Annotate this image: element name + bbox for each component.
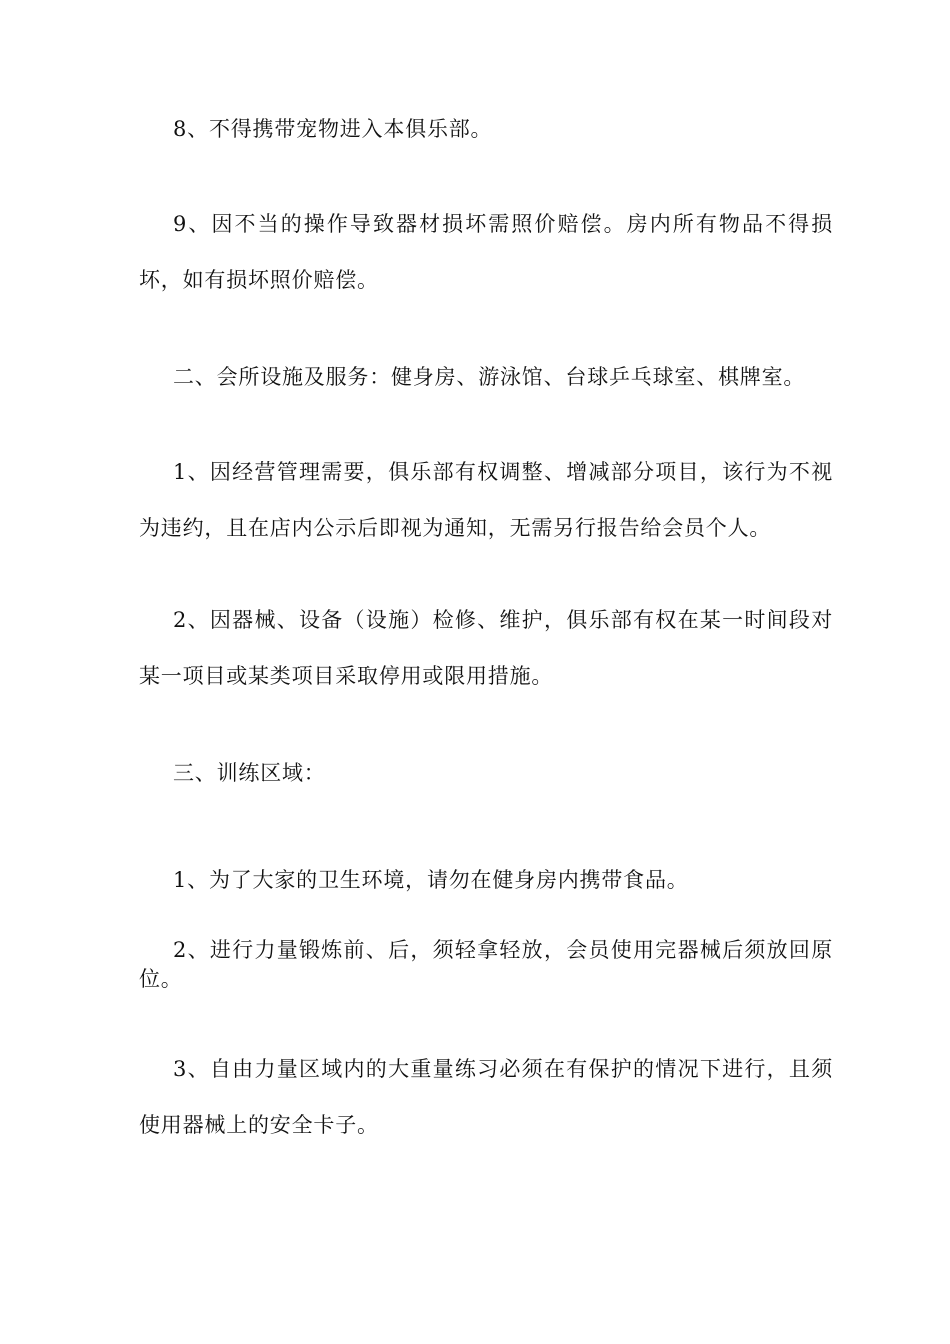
- section-3-heading: 三、训练区域：: [173, 761, 326, 785]
- rule-9-paragraph: 9、因不当的操作导致器材损坏需照价赔偿。房内所有物品不得损坏，如有损坏照价赔偿。: [139, 212, 833, 292]
- section-3-item-1: 1、为了大家的卫生环境，请勿在健身房内携带食品。: [173, 868, 689, 892]
- section-3-item-2: 2、进行力量锻炼前、后，须轻拿轻放，会员使用完器械后须放回原位。: [139, 938, 833, 991]
- section-2-item-2: 2、因器械、设备（设施）检修、维护，俱乐部有权在某一时间段对某一项目或某类项目采取停用或限用措施。: [139, 608, 833, 688]
- rule-8-paragraph: 8、不得携带宠物进入本俱乐部。: [173, 117, 493, 141]
- section-3-item-3: 3、自由力量区域内的大重量练习必须在有保护的情况下进行，且须使用器械上的安全卡子。: [139, 1057, 833, 1137]
- section-2-item-1: 1、因经营管理需要，俱乐部有权调整、增减部分项目，该行为不视为违约，且在店内公示后即视为通知，无需另行报告给会员个人。: [139, 460, 833, 540]
- section-2-heading: 二、会所设施及服务：健身房、游泳馆、台球乒乓球室、棋牌室。: [173, 365, 806, 389]
